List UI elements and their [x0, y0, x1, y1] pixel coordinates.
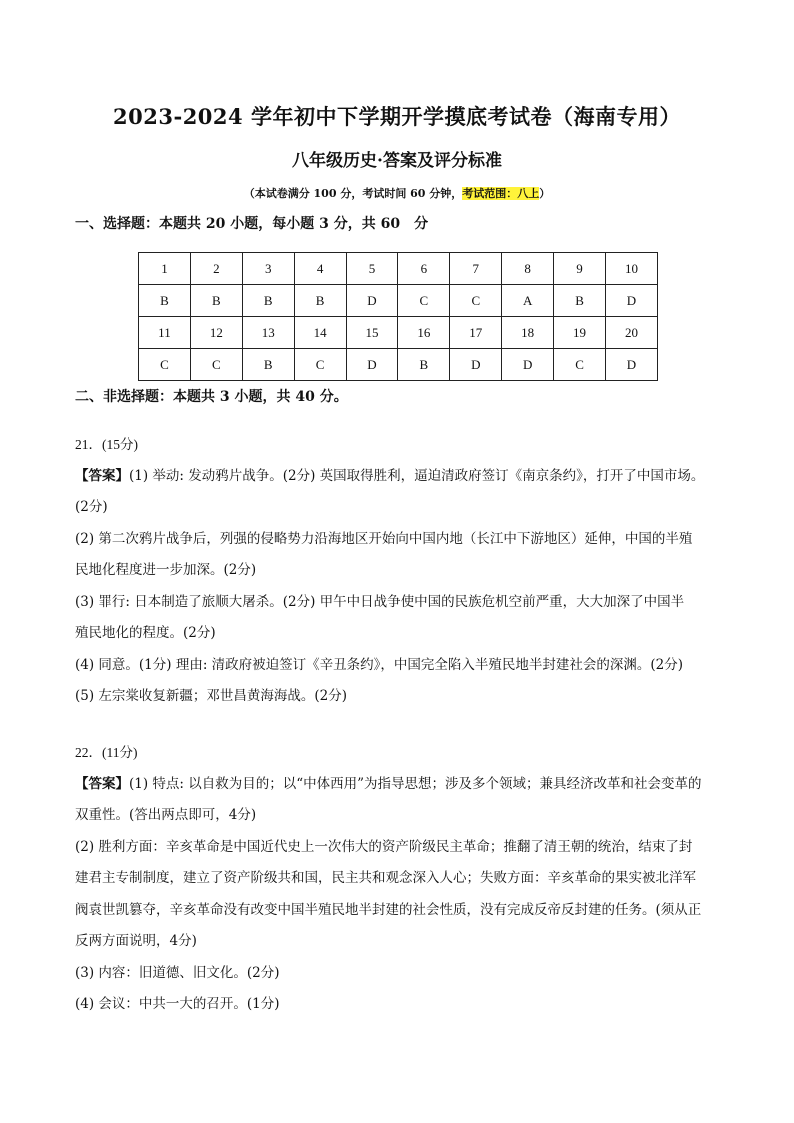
table-row	[139, 349, 658, 381]
table-cell: B	[398, 349, 450, 381]
table-cell: 9	[554, 253, 606, 285]
table-cell: B	[242, 349, 294, 381]
table-cell: 5	[346, 253, 398, 285]
question-21-answer	[75, 429, 725, 713]
table-cell: C	[554, 349, 606, 381]
table-cell: 10	[606, 253, 658, 285]
table-cell: D	[346, 349, 398, 381]
table-cell: B	[190, 285, 242, 317]
table-cell: B	[554, 285, 606, 317]
table-cell: 20	[606, 317, 658, 349]
table-cell: D	[450, 349, 502, 381]
answer-line: (5) 左宗棠收复新疆；邓世昌黄海海战。(2分)	[75, 688, 348, 704]
answer-text: (1) 举动: 发动鸦片战争。(2分) 英国取得胜利，逼迫清政府签订《南京条约》，打开了中国市场。	[129, 467, 705, 484]
answer-line: 阀袁世凯篡夺，辛亥革命没有改变中国半殖民地半封建的社会性质，没有完成反帝反封建的任务。(须从正	[75, 901, 702, 918]
table-row	[139, 317, 658, 349]
exam-scope-highlight: 考试范围：八上	[462, 187, 540, 200]
answer-line: 建君主专制制度，建立了资产阶级共和国，民主共和观念深入人心；失败方面：辛亥革命的果实被北洋军	[75, 870, 696, 886]
table-cell: 19	[554, 317, 606, 349]
table-cell: D	[346, 285, 398, 317]
table-cell: 15	[346, 317, 398, 349]
answer-line: (2) 胜利方面：辛亥革命是中国近代史上一次伟大的资产阶级民主革命；推翻了清王朝的统治，结束了封	[75, 838, 693, 855]
table-cell: 13	[242, 317, 294, 349]
answer-line: (2分)	[75, 499, 108, 515]
answer-text: (1) 特点: 以自救为目的；以“中体西用”为指导思想；涉及多个领域；兼具经济改革和社会变革的	[129, 775, 702, 792]
answer-tag: 【答案】	[75, 467, 129, 484]
exam-subtitle: 八年级历史·答案及评分标准	[292, 151, 502, 171]
answer-line: 殖民地化的程度。(2分)	[75, 625, 216, 641]
table-cell: 4	[294, 253, 346, 285]
exam-info-suffix: ）	[539, 187, 551, 200]
table-cell: C	[190, 349, 242, 381]
table-cell: B	[294, 285, 346, 317]
answer-line: 反两方面说明，4分)	[75, 933, 197, 949]
table-cell: D	[606, 349, 658, 381]
table-cell: 8	[502, 253, 554, 285]
question-number: 21．(15分)	[75, 437, 138, 452]
question-number: 22．(11分)	[75, 745, 138, 760]
answer-line: (4) 会议：中共一大的召开。(1分)	[75, 996, 280, 1012]
table-cell: 7	[450, 253, 502, 285]
table-row	[139, 285, 658, 317]
answer-line: (4) 同意。(1分) 理由: 清政府被迫签订《辛丑条约》，中国完全陷入半殖民地半封建社会的深渊。(2分)	[75, 656, 684, 673]
table-cell: 3	[242, 253, 294, 285]
table-row	[139, 253, 658, 285]
table-cell: C	[450, 285, 502, 317]
table-cell: D	[502, 349, 554, 381]
choice-answer-table	[138, 252, 658, 381]
exam-title: 2023-2024 学年初中下学期开学摸底考试卷（海南专用）	[113, 104, 681, 129]
section2-heading: 二、非选择题：本题共 3 小题，共 40 分。	[75, 389, 348, 405]
table-cell: 18	[502, 317, 554, 349]
answer-line: (2) 第二次鸦片战争后，列强的侵略势力沿海地区开始向中国内地（长江中下游地区）延伸，中国的半殖	[75, 530, 693, 547]
table-cell: D	[606, 285, 658, 317]
exam-info	[0, 185, 794, 201]
answer-line	[75, 769, 725, 801]
answer-line: 双重性。(答出两点即可，4分)	[75, 807, 257, 823]
table-cell: 12	[190, 317, 242, 349]
answer-line: 民地化程度进一步加深。(2分)	[75, 562, 257, 578]
answer-line: (3) 内容：旧道德、旧文化。(2分)	[75, 964, 280, 981]
table-cell: 11	[139, 317, 191, 349]
table-cell: 17	[450, 317, 502, 349]
table-cell: B	[139, 285, 191, 317]
table-cell: 1	[139, 253, 191, 285]
table-cell: C	[294, 349, 346, 381]
table-cell: C	[398, 285, 450, 317]
table-cell: A	[502, 285, 554, 317]
table-cell: 6	[398, 253, 450, 285]
table-cell: 14	[294, 317, 346, 349]
answer-line	[75, 461, 725, 493]
table-cell: 2	[190, 253, 242, 285]
table-cell: B	[242, 285, 294, 317]
table-cell: C	[139, 349, 191, 381]
section1-heading: 一、选择题：本题共 20 小题，每小题 3 分，共 60 分	[75, 216, 429, 232]
exam-info-prefix: （本试卷满分 100 分，考试时间 60 分钟，	[243, 187, 463, 200]
question-22-answer	[75, 737, 725, 1021]
table-cell: 16	[398, 317, 450, 349]
answer-tag: 【答案】	[75, 775, 129, 792]
answer-line: (3) 罪行: 日本制造了旅顺大屠杀。(2分) 甲午中日战争使中国的民族危机空前严重，大大加深了中国半	[75, 593, 685, 610]
